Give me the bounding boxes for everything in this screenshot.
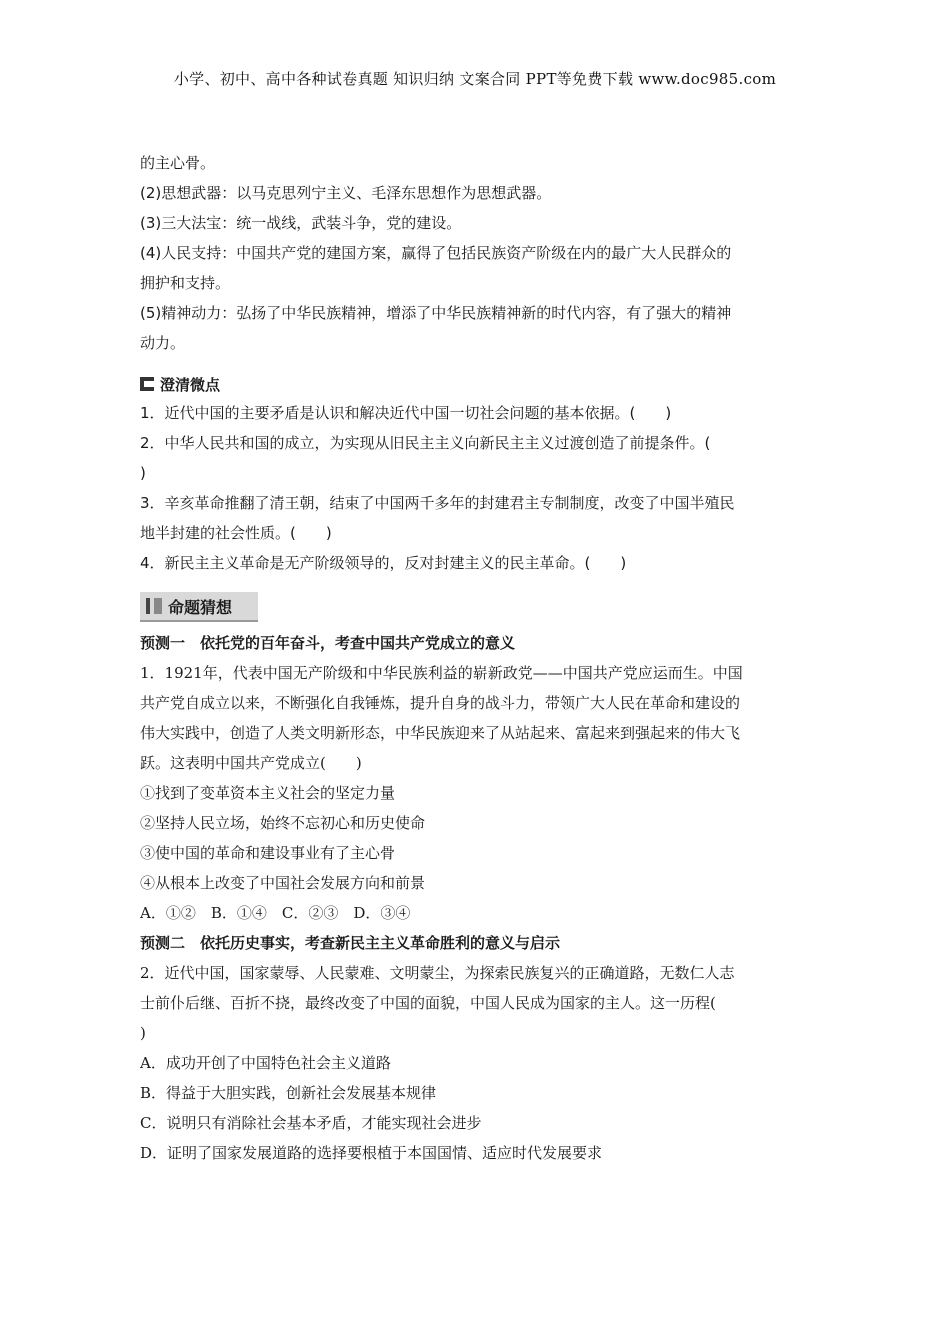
prediction-2-heading: 预测二 依托历史事实，考查新民主主义革命胜利的意义与启示: [140, 934, 561, 952]
question-1-option: ③使中国的革命和建设事业有了主心骨: [140, 844, 396, 862]
question-1-line: 伟大实践中，创造了人类文明新形态，中华民族迎来了从站起来、富起来到强起来的伟大飞: [140, 724, 741, 742]
page-header: 小学、初中、高中各种试卷真题 知识归纳 文案合同 PPT等免费下载 www.doc985.com: [173, 70, 777, 88]
section-bar-icon: [146, 598, 150, 614]
question-2-choice: D．证明了国家发展道路的选择要根植于本国国情、适应时代发展要求: [140, 1144, 603, 1162]
clarify-item: 地半封建的社会性质。( ): [140, 524, 332, 542]
clarify-title-text: 澄清微点: [160, 375, 221, 394]
question-2-line: 2．近代中国，国家蒙辱、人民蒙难、文明蒙尘，为探索民族复兴的正确道路，无数仁人志: [140, 964, 735, 982]
prediction-1-heading: 预测一 依托党的百年奋斗，考查中国共产党成立的意义: [140, 634, 516, 652]
question-1-choices: A．①② B．①④ C．②③ D．③④: [140, 904, 411, 922]
clarify-item: 1．近代中国的主要矛盾是认识和解决近代中国一切社会问题的基本依据。( ): [140, 404, 672, 422]
question-2-choice: C．说明只有消除社会基本矛盾，才能实现社会进步: [140, 1114, 482, 1132]
question-2-line: ): [140, 1024, 146, 1042]
point-line: (4)人民支持：中国共产党的建国方案，赢得了包括民族资产阶级在内的最广大人民群众的: [140, 244, 732, 262]
point-line: (2)思想武器：以马克思列宁主义、毛泽东思想作为思想武器。: [140, 184, 552, 202]
page-content: [140, 148, 812, 1168]
section-bar-icon: [154, 598, 162, 614]
predict-section-title: [140, 592, 258, 622]
question-2-choice: A．成功开创了中国特色社会主义道路: [140, 1054, 391, 1072]
point-line: 拥护和支持。: [140, 274, 231, 292]
section-marker-icon: [140, 377, 154, 391]
point-line: 动力。: [140, 334, 186, 352]
point-line: (3)三大法宝：统一战线，武装斗争，党的建设。: [140, 214, 462, 232]
question-1-line: 共产党自成立以来，不断强化自我锤炼，提升自身的战斗力，带领广大人民在革命和建设的: [140, 694, 741, 712]
point-line: 的主心骨。: [140, 154, 216, 172]
clarify-item: ): [140, 464, 146, 482]
question-1-line: 1．1921年，代表中国无产阶级和中华民族利益的崭新政党——中国共产党应运而生。中国: [140, 664, 743, 682]
clarify-item: 4．新民主主义革命是无产阶级领导的，反对封建主义的民主革命。( ): [140, 554, 627, 572]
question-1-option: ④从根本上改变了中国社会发展方向和前景: [140, 874, 426, 892]
question-1-option: ②坚持人民立场，始终不忘初心和历史使命: [140, 814, 426, 832]
question-2-choice: B．得益于大胆实践，创新社会发展基本规律: [140, 1084, 437, 1102]
question-1-line: 跃。这表明中国共产党成立( ): [140, 754, 362, 772]
question-1-option: ①找到了变革资本主义社会的坚定力量: [140, 784, 396, 802]
point-line: (5)精神动力：弘扬了中华民族精神，增添了中华民族精神新的时代内容，有了强大的精神: [140, 304, 732, 322]
predict-title-text: 命题猜想: [168, 597, 233, 617]
clarify-item: 2．中华人民共和国的成立，为实现从旧民主主义向新民主主义过渡创造了前提条件。(: [140, 434, 711, 452]
question-2-line: 士前仆后继、百折不挠，最终改变了中国的面貌，中国人民成为国家的主人。这一历程(: [140, 994, 716, 1012]
clarify-section-title: [140, 370, 812, 398]
clarify-item: 3．辛亥革命推翻了清王朝，结束了中国两千多年的封建君主专制制度，改变了中国半殖民: [140, 494, 735, 512]
